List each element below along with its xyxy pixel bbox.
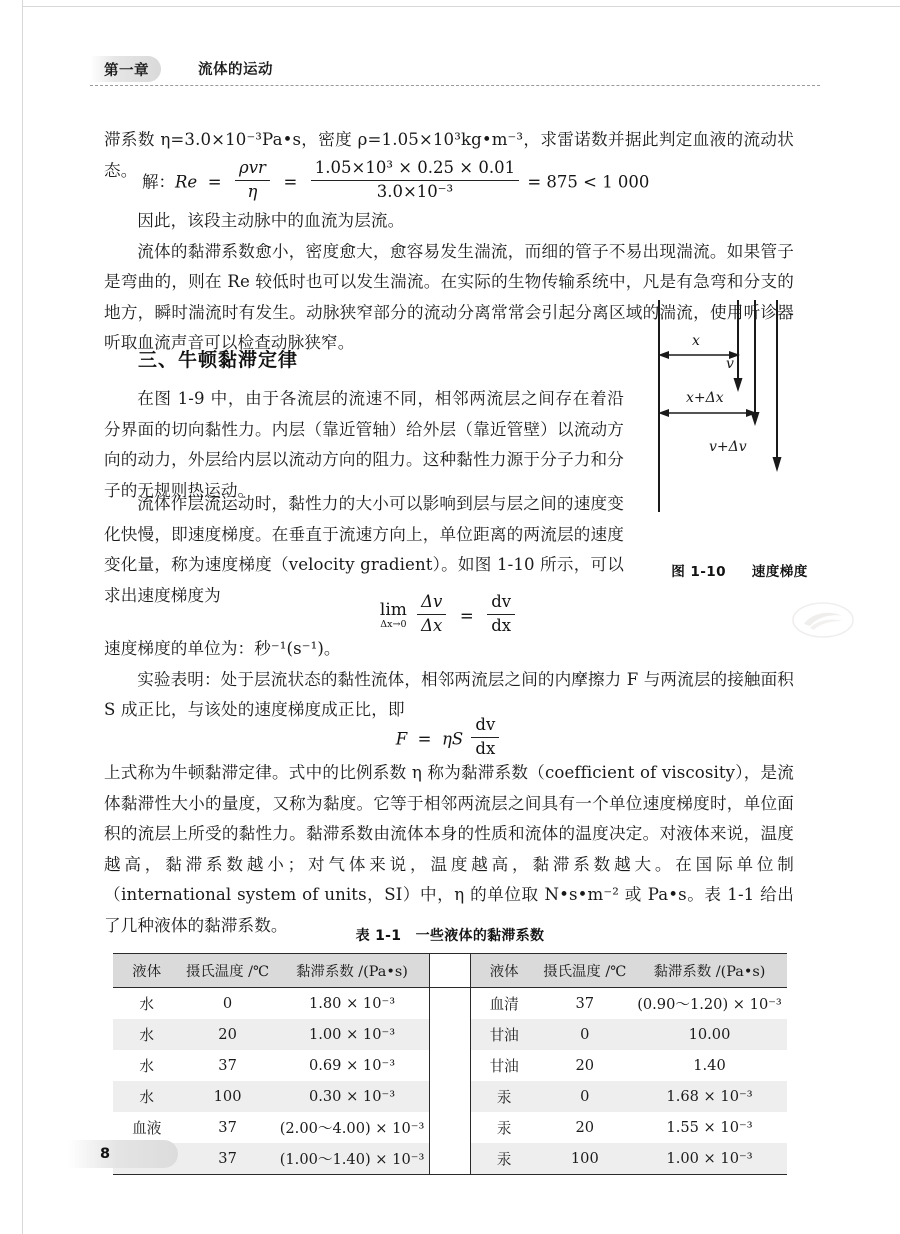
limit-equation-block [104, 592, 794, 636]
cell-viscosity-right: 1.40 [693, 1057, 726, 1074]
page-number: 8 [100, 1146, 111, 1162]
paragraph-conclusion: 因此，该段主动脉中的血流为层流。 [137, 211, 405, 230]
equals-sign-2: = [278, 172, 303, 192]
page-frame-top-edge [22, 6, 900, 7]
cell-temperature-left: 37 [218, 1057, 237, 1074]
table-row [113, 988, 787, 1020]
cell-liquid-left: 水 [113, 1081, 180, 1112]
cell-viscosity-right: 1.00 × 10⁻³ [632, 1143, 787, 1175]
paragraph-units: 速度梯度的单位为：秒⁻¹(s⁻¹)。 [104, 639, 341, 658]
solution-label: 解： [142, 172, 175, 192]
delta-v-over-delta-x-fraction [417, 592, 446, 636]
solution-equation-block [104, 158, 794, 202]
dv-over-dx-fraction [487, 592, 515, 636]
limit-numerator: Δv [417, 592, 446, 615]
table-header-row [113, 954, 787, 988]
numeric-fraction-numerator: 1.05×10³ × 0.25 × 0.01 [311, 158, 519, 181]
equals-sign-4: = [412, 729, 437, 749]
cell-liquid-left: 血液 [132, 1120, 162, 1137]
cell-viscosity-left: 1.80 × 10⁻³ [308, 995, 396, 1012]
cell-temperature-right: 0 [538, 1019, 632, 1050]
solution-symbol: Re [175, 172, 198, 192]
limit-operator [379, 599, 407, 630]
cell-viscosity-right: 1.68 × 10⁻³ [632, 1081, 787, 1112]
table-center-divider [430, 954, 470, 988]
paragraph-turbulence: 流体的黏滞系数愈小，密度愈大，愈容易发生湍流，而细的管子不易出现湍流。如果管子是弯曲的，则在 Re 较低时也可以发生湍流。在实际的生物传输系统中，凡是有急弯和分支的地方，瞬时湍流时有发生。动脉狭窄部分的流动分离常常会引起分离区域的湍流，使用听诊器听取血流声音可以检查动脉狭窄。 [104, 241, 794, 352]
numeric-fraction-denominator: 3.0×10⁻³ [376, 181, 454, 201]
table-1-1-container [113, 925, 787, 1175]
newton-derivative-numerator: dv [471, 715, 499, 738]
cell-temperature-right: 100 [538, 1143, 632, 1175]
area-symbol: S [451, 729, 464, 749]
equals-sign-3: = [454, 606, 479, 626]
velocity-arrow-v-head [734, 378, 743, 392]
cell-temperature-left: 37 [218, 1119, 237, 1136]
running-head-divider [90, 85, 820, 86]
cell-viscosity-right: (0.90～1.20) × 10⁻³ [637, 996, 782, 1013]
cell-viscosity-right: 1.55 × 10⁻³ [666, 1119, 753, 1136]
paragraph-figure-1-9: 在图 1-9 中，由于各流层的流速不同，相邻两流层之间存在着沿分界面的切向黏性力。内层（靠近管轴）给外层（靠近管壁）以流动方向的动力，外层给内层以流动方向的阻力。这种黏性力源于分子力和分子的无规则热运动。 [104, 389, 624, 500]
table-head [113, 954, 787, 988]
paragraph-block-2 [104, 384, 624, 506]
solution-result: = 875 < 1 000 [527, 172, 650, 192]
continued-line: 滞系数 η=3.0×10⁻³Pa•s，密度 ρ=1.05×10³kg•m⁻³，求雷诺数并据此判定血液的流动状态。 [104, 130, 794, 180]
cell-temperature-right: 20 [575, 1057, 595, 1074]
derivative-denominator: dx [491, 615, 512, 635]
table-row [113, 1050, 787, 1081]
cell-liquid-right: 甘油 [489, 1058, 519, 1075]
figure-label-v-plus-dv: v+Δv [709, 439, 747, 455]
numeric-fraction [311, 158, 519, 202]
table-row [113, 1019, 787, 1050]
derivative-numerator: dv [487, 592, 515, 615]
cell-viscosity-right: 10.00 [632, 1019, 787, 1050]
cell-liquid-right: 汞 [470, 1081, 537, 1112]
header-liquid-right: 液体 [470, 954, 537, 988]
limit-subscript: Δx→0 [380, 618, 407, 630]
newton-equation-block [104, 715, 794, 759]
velocity-arrow-outer-head [773, 457, 782, 472]
equals-sign-1: = [202, 172, 227, 192]
cell-viscosity-left: (2.00～4.00) × 10⁻³ [279, 1120, 425, 1137]
page-frame-left-edge [22, 0, 23, 1234]
newton-derivative-denominator: dx [475, 738, 496, 758]
table-caption: 表 1-1 一些液体的黏滞系数 [355, 928, 545, 944]
limit-op-text: lim [379, 599, 407, 620]
header-temperature-left: 摄氏温度 /℃ [180, 954, 274, 988]
fraction-numerator-rho-v-r: ρvr [235, 158, 270, 181]
table-row [113, 1112, 787, 1143]
paragraph-viscosity-definition: 上式称为牛顿黏滞定律。式中的比例系数 η 称为黏滞系数（coefficient of viscosity），是流体黏滞性大小的量度，又称为黏度。它等于相邻两流层之间具有一个单位速度梯度时，单位面积的流层上所受的黏性力。黏滞系数由流体本身的性质和流体的温度决定。对液体来说，温度越高，黏滞系数越小；对气体来说，温度越高，黏滞系数越大。在国际单位制（international system of units，SI）中，η 的单位取 N•s•m⁻² 或 Pa•s。表 1-1 给出了几种液体的黏滞系数。 [104, 763, 794, 935]
paragraph-block-4 [104, 634, 794, 726]
row-center-divider [430, 1019, 470, 1050]
paragraph-velocity-gradient: 流体作层流运动时，黏性力的大小可以影响到层与层之间的速度变化快慢，即速度梯度。在垂直于流速方向上，单位距离的两流层的速度变化量，称为速度梯度（velocity gradient）。如图 1-10 所示，可以求出速度梯度为 [104, 494, 624, 605]
newton-dv-dx-fraction [471, 715, 499, 759]
cell-liquid-right: 汞 [470, 1143, 537, 1175]
cell-viscosity-left: 1.00 × 10⁻³ [275, 1019, 430, 1050]
figure-caption-spacer [731, 564, 746, 580]
figure-label-x-plus-dx: x+Δx [686, 390, 724, 406]
figure-label-x: x [692, 333, 700, 349]
publisher-watermark-icon [790, 600, 856, 640]
paragraph-block-5 [104, 758, 794, 941]
cell-temperature-left: 20 [180, 1019, 274, 1050]
cell-temperature-left: 0 [222, 995, 233, 1012]
cell-temperature-right: 20 [575, 1119, 595, 1136]
figure-caption-title: 速度梯度 [751, 564, 808, 580]
cell-liquid-right: 汞 [496, 1120, 512, 1137]
cell-viscosity-left: 0.69 × 10⁻³ [308, 1057, 396, 1074]
cell-temperature-right: 0 [538, 1081, 632, 1112]
figure-1-10-svg [654, 300, 814, 530]
watermark-svg [790, 600, 856, 640]
figure-label-v: v [726, 356, 734, 372]
cell-liquid-left: 水 [139, 996, 154, 1013]
cell-viscosity-left: (1.00～1.40) × 10⁻³ [275, 1143, 430, 1175]
cell-liquid-left: 水 [113, 1019, 180, 1050]
figure-1-10-velocity-gradient [654, 300, 814, 530]
cell-temperature-right: 37 [575, 995, 595, 1012]
row-center-divider [430, 1081, 470, 1112]
limit-denominator: Δx [421, 615, 443, 635]
cell-viscosity-left: 0.30 × 10⁻³ [275, 1081, 430, 1112]
paragraph-experiment: 实验表明：处于层流状态的黏性流体，相邻两流层之间的内摩擦力 F 与两流层的接触面积 S 成正比，与该处的速度梯度成正比，即 [104, 669, 794, 719]
header-viscosity-right: 黏滞系数 /(Pa•s) [632, 954, 787, 988]
page-footer [0, 1140, 900, 1174]
fraction-denominator-eta: η [247, 181, 258, 201]
newton-viscosity-equation [104, 715, 794, 759]
cell-temperature-left: 37 [180, 1143, 274, 1175]
chapter-label-chip: 第一章 [90, 56, 161, 82]
force-symbol: F [395, 729, 408, 749]
cell-liquid-left: 水 [139, 1058, 154, 1075]
footer-chip [68, 1140, 178, 1168]
section-heading: 三、牛顿黏滞定律 [138, 349, 299, 371]
cell-liquid-right: 甘油 [470, 1019, 537, 1050]
row-center-divider [430, 1050, 470, 1081]
cell-liquid-right: 血清 [489, 996, 519, 1013]
figure-caption-number: 图 1-10 [671, 564, 727, 580]
table-row [113, 1081, 787, 1112]
header-liquid-left: 液体 [113, 954, 180, 988]
cell-temperature-left: 100 [180, 1081, 274, 1112]
eta-symbol: η [441, 729, 452, 749]
header-viscosity-left: 黏滞系数 /(Pa•s) [275, 954, 430, 988]
rho-v-r-over-eta-fraction [235, 158, 270, 202]
running-head [90, 56, 810, 86]
figure-caption [652, 560, 827, 580]
row-center-divider [430, 988, 470, 1020]
chapter-title: 流体的运动 [198, 62, 273, 78]
row-center-divider [430, 1112, 470, 1143]
header-temperature-right: 摄氏温度 /℃ [538, 954, 632, 988]
limit-equation [104, 592, 794, 636]
